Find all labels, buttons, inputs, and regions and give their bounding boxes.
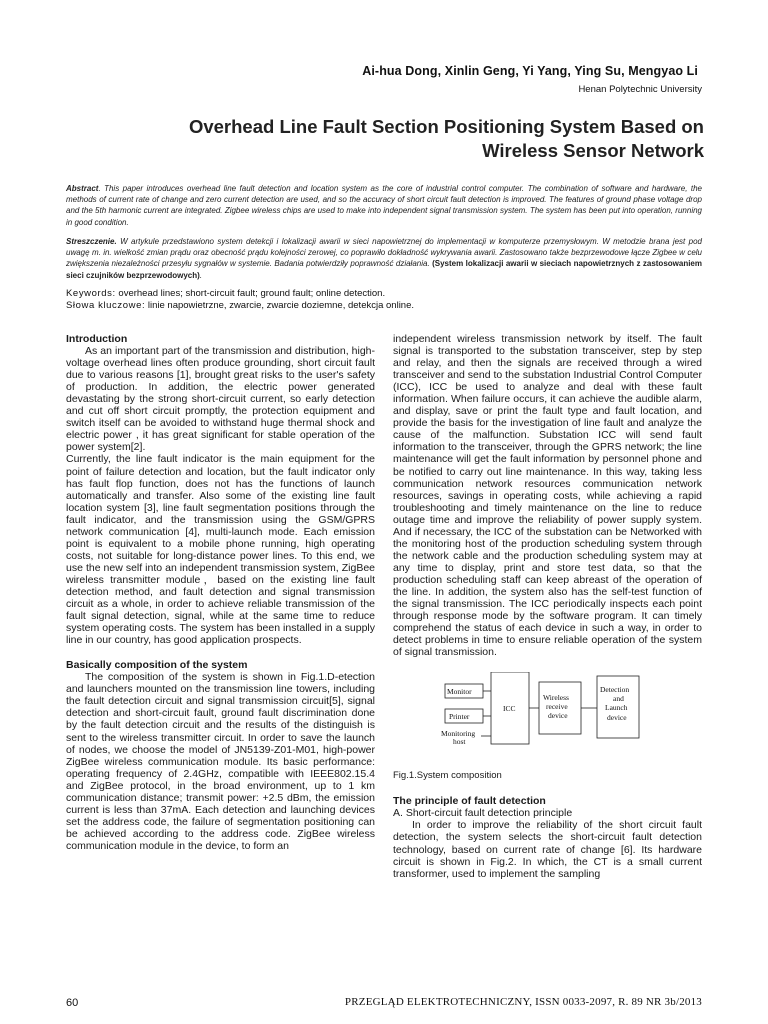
introduction-paragraph-1: As an important part of the transmission and distribution, high-voltage overhead lines often produce grounding, short circuit fault due to various reasons [1], brought great risks to the user's safety of production. In addition, the electric power generated devastating by the strong short-circuit current, so early detection and cut off short circuit promptly, the protection equipment and switch itself can be avoided to withstand huge thermal shock and electric power , it has great significant for stable operation of the power system[2].: [66, 345, 375, 454]
detection-label-4: device: [607, 713, 627, 723]
affiliation: Henan Polytechnic University: [578, 84, 702, 95]
icc-label: ICC: [503, 704, 516, 714]
keywords: [66, 288, 702, 300]
right-column: [393, 333, 702, 880]
composition-heading: Basically composition of the system: [66, 659, 248, 672]
principle-subheading: A. Short-circuit fault detection principle: [393, 807, 573, 820]
keywords-text: overhead lines; short-circuit fault; ground fault; online detection.: [115, 288, 386, 299]
abstract: [66, 183, 702, 228]
system-composition-figure: [393, 672, 702, 762]
principle-paragraph: In order to improve the reliability of the short circuit fault detection, the system selects the short-circuit fault detection technology, based on current rate of change [6]. Its hardware circuit is shown in Fig.2. In which, the CT is a small current transformer, used to implement the sampling: [393, 819, 702, 880]
introduction-heading: Introduction: [66, 333, 128, 345]
detection-label-2: and: [613, 694, 624, 704]
detection-label-3: Launch: [605, 703, 628, 713]
wireless-label-2: receive: [546, 702, 568, 712]
wireless-label-3: device: [548, 711, 568, 721]
keywords-pl: [66, 300, 702, 312]
printer-label: Printer: [449, 712, 470, 722]
authors: Ai-hua Dong, Xinlin Geng, Yi Yang, Ying Su, Mengyao Li: [362, 64, 698, 78]
monitoring-host-label-2: host: [453, 737, 466, 747]
title-line-2: Wireless Sensor Network: [482, 140, 704, 161]
principle-heading: The principle of fault detection: [393, 795, 546, 808]
keywords-pl-text: linie napowietrzne, zwarcie, zwarcie doziemne, detekcja online.: [145, 300, 415, 311]
streszczenie: [66, 236, 702, 281]
figure-diagram: [393, 672, 702, 762]
streszczenie-label: Streszczenie.: [66, 237, 117, 246]
streszczenie-text: W artykule przedstawiono system detekcji i lokalizacji awarii w sieci napowietrznej do implementacji w komputerze przemysłowym. W metodzie brana jest pod uwagę m. in. wielkość zmian prądu oraz obecność prądu kolejności zerowej, co poprawiło dokładność wykrywania awarii. Zastosowano także bezprzewodowe łącze Zigbee w celu zwiększenia niezależności przesyłu sygnałów w systemie. Badania potwierdziły poprawność działania.: [66, 237, 702, 269]
detection-label-1: Detection: [600, 685, 630, 695]
paper-title: [64, 115, 704, 163]
introduction-paragraph-2: Currently, the line fault indicator is the main equipment for the point of failure detection and location, but the fault indicator only has fault flop function, does not has the functions of launch automatically and transfer. Also some of the existing line fault location system [3], line fault segmentation positions through the fault indicator, and the transmission using the GSM/GPRS network communication [4], multi-launch mode. Each emission point is equivalent to a mobile phone running, high operating costs, not suitable for long-distance power lines. To this end, we use the new self into an independent transmission system, ZigBee wireless transmitter module，based on the existing line fault detection method, and fault detection and signal transmission circuit as a whole, in order to achieve reliable transmission of the fault signal detection, signal, while at the same time to reduce system operating costs. The system has been installed in a supply line in our country, has good application prospects.: [66, 453, 375, 647]
streszczenie-end: .: [199, 270, 203, 280]
left-column: [66, 333, 375, 852]
wireless-label-1: Wireless: [543, 693, 569, 703]
streszczenie-english-title: (System lokalizacji awarii w sieciach napowietrznych z zastosowaniem sieci czujników bezprzewodowych): [66, 259, 702, 280]
composition-paragraph: The composition of the system is shown in Fig.1.D-etection and launchers mounted on the transmission line towers, including the fault detection circuit and signal transmission circuit[5], signal detection and short-circuit fault, ground fault discrimination done by the fault detection circuit and the results of the distinguish is sent to the wireless transmitter circuit. In order to save the launch of nodes, we choose the model of JN5139-Z01-M01, high-power ZigBee wireless communication module. Its basic performance: operating frequency of 2.4GHz, compatible with IEEE802.15.4 and ZigBee protocol, in the broad environment, up to 1 km communication distance; transmit power: +2.5 dBm, the emission current is less than 37mA. Each detection and launching devices set the address code, the failure of segmentation positioning can be achieved according to the address code. ZigBee wireless communication module in the device, to form an: [66, 671, 375, 852]
monitoring-host-label-1: Monitoring: [441, 729, 476, 739]
figure-caption: Fig.1.System composition: [393, 770, 502, 782]
title-line-1: Overhead Line Fault Section Positioning System Based on: [188, 116, 704, 137]
keywords-pl-label: Słowa kluczowe:: [66, 300, 146, 311]
right-paragraph-1: independent wireless transmission network by itself. The fault signal is transported to the substation transceiver, step by step and relay, and then the signals are received through a wired transceiver and send to the substation Industrial Control Computer (ICC), ICC be used to analyze and deal with these fault information. When failure occurs, it can achieve the audible alarm, and display, save or print the fault type and fault location, and provide the basis for the investigation of line fault and analyze the cause of the malfunction. Substation ICC will send fault information to the transceiver, through the GPRS network; the line maintenance will get the fault information by personnel phone and be notified to carry out line maintenance. In this way, taking less communication network resources communication network resources, savings in operating costs, while achieving a rapid troubleshooting and timely maintenance on the line to reduce outage time and improve the reliability of power supply system. And if necessary, the ICC of the substation can be Networked with the monitoring host of the production scheduling system through the network cable and the production scheduling system may at any time to display, print and store test data, so that the production scheduling staff can keep abreast of the operation of the line. In addition, the system also has the self-test function of the signal transmission. The ICC periodically inspects each point through response mode by the software program. It can timely comprehend the status of each device in such a way, in order to detect problems in time to ensure reliable operation of the system of signal transmission.: [393, 333, 702, 659]
journal-footer: PRZEGLĄD ELEKTROTECHNICZNY, ISSN 0033-2097, R. 89 NR 3b/2013: [344, 996, 702, 1008]
page-number: 60: [66, 997, 79, 1009]
abstract-text: . This paper introduces overhead line fault detection and location system as the core of industrial control computer. The combination of software and hardware, the methods of current rate of change and zero current detection are used, and so the accuracy of short circuit fault detection is improved. The features of ground phase voltage drop and the 5th harmonic current are integrated. Zigbee wireless chips are used to make into independent signal transmission system. The system has been put into operation, running in good condition.: [66, 184, 702, 227]
keywords-label: Keywords:: [66, 288, 116, 299]
monitor-label: Monitor: [447, 687, 472, 697]
abstract-label: Abstract: [66, 184, 99, 193]
